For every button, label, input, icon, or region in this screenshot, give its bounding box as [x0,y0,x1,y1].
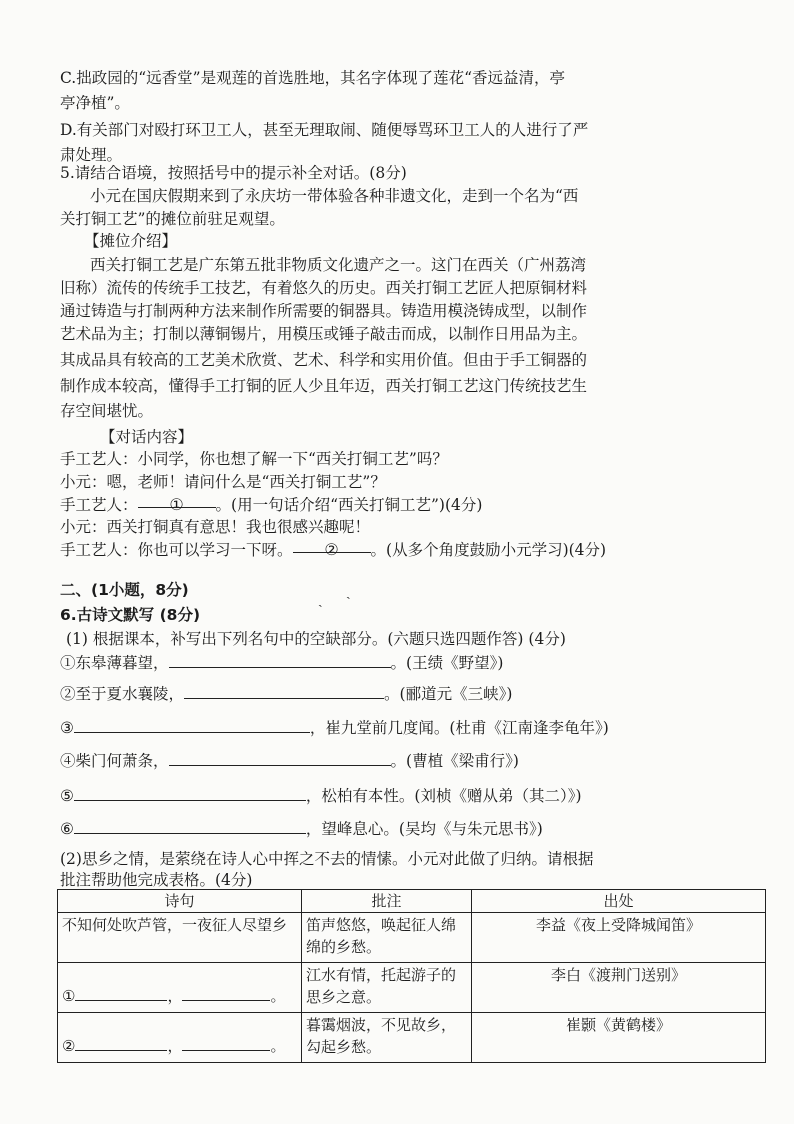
table-blank-2b[interactable] [182,1036,270,1051]
punct: ， [167,987,183,1005]
dialog-line-4: 小元：西关打铜真有意思！我也很感兴趣呢！ [60,518,371,536]
recite-blank-6[interactable] [74,819,306,834]
recite-blank-5[interactable] [74,786,306,801]
punct: 。 [270,987,286,1005]
booth-line: 通过铸造与打制两种方法来制作所需要的铜器具。铸造用模浇铸成型，以制作 [60,302,588,320]
q6-part2-line2: 批注帮助他完成表格。(4分) [60,871,253,889]
q6-part2-line1: (2)思乡之情，是萦绕在诗人心中挥之不去的情愫。小元对此做了归纳。请根据 [60,850,594,868]
q6-part1-instruction: (1) 根据课本，补写出下列名句中的空缺部分。(六题只选四题作答) (4分) [66,630,566,648]
column-header: 诗句 [58,890,302,913]
item-number: ② [62,1037,76,1055]
item-number: ① [62,987,76,1005]
blank-number-2: ② [324,540,339,559]
speaker-label: 手工艺人：你也可以学习一下呀。 [60,541,293,559]
booth-heading: 【摊位介绍】 [84,232,178,250]
speaker-label: 手工艺人： [60,496,138,514]
verse-fill-cell [58,963,302,1013]
q5-intro-line1: 小元在国庆假期来到了永庆坊一带体验各种非遗文化，走到一个名为“西 [90,187,579,205]
dialog-heading: 【对话内容】 [100,428,194,446]
hint-text: 。(用一句话介绍“西关打铜工艺”)(4分) [215,496,483,514]
hint-text: 。(从多个角度鼓励小元学习)(4分) [370,541,607,559]
table-row [58,963,766,1013]
recite-item-2 [60,682,754,706]
table-blank-2a[interactable] [75,1036,167,1051]
dialog-line-3 [60,493,754,517]
verse-after: ，崔九堂前几度闻。(杜甫《江南逢李龟年》) [309,719,609,737]
column-header: 批注 [302,890,472,913]
recite-item-4 [60,749,754,773]
table-blank-1b[interactable] [182,986,270,1001]
booth-line: 西关打铜工艺是广东第五批非物质文化遗产之一。这门在西关（广州荔湾 [90,256,587,274]
item-number: ③ [60,719,74,737]
recite-item-5 [60,784,754,808]
recite-blank-4[interactable] [169,751,391,766]
recite-blank-1[interactable] [169,653,391,668]
q5-intro-line2: 关打铜工艺”的摊位前驻足观望。 [60,210,285,228]
column-header: 出处 [472,890,766,913]
punct: 。 [270,1037,286,1055]
source-cell: 李益《夜上受降城闻笛》 [472,913,766,963]
table-row [58,913,766,963]
q5-title: 5.请结合语境，按照括号中的提示补全对话。(8分) [60,164,407,182]
recite-item-3 [60,716,754,740]
stray-mark: ˏ [318,592,323,608]
source-cell: 李白《渡荆门送别》 [472,963,766,1013]
table-header-row [58,890,766,913]
recite-blank-3[interactable] [74,718,310,733]
verse-after: 。(郦道元《三峡》) [384,685,513,703]
recite-item-1 [60,651,754,675]
homesick-poem-table [57,889,766,1063]
verse-after: 。(王绩《野望》) [390,654,504,672]
answer-blank-1[interactable] [138,493,216,514]
option-d-line1: D.有关部门对殴打环卫工人，甚至无理取闹、随便辱骂环卫工人的人进行了严 [60,121,589,139]
booth-line: 其成品具有较高的工艺美术欣赏、艺术、科学和实用价值。但由于手工铜器的 [60,351,588,369]
item-number: ① [60,654,76,672]
verse-fill-cell [58,1013,302,1063]
note-cell: 笛声悠悠，唤起征人绵绵的乡愁。 [302,913,472,963]
table-blank-1a[interactable] [75,986,167,1001]
recite-blank-2[interactable] [184,684,384,699]
dialog-line-2: 小元：嗯，老师！请问什么是“西关打铜工艺”？ [60,473,386,491]
q6-title: 6.古诗文默写 (8分) [60,606,201,624]
table-row [58,1013,766,1063]
booth-line: 制作成本较高，懂得手工打铜的匠人少且年迈，西关打铜工艺这门传统技艺生 [60,377,588,395]
dialog-line-5 [60,538,754,562]
note-cell: 江水有情，托起游子的思乡之意。 [302,963,472,1013]
option-c-line1: C.拙政园的“远香堂”是观莲的首选胜地，其名字体现了莲花“香远益清，亭 [60,69,566,87]
verse-after: 。(曹植《梁甫行》) [390,752,519,770]
booth-line: 旧称）流传的传统手工技艺，有着悠久的历史。西关打铜工艺匠人把原铜材料 [60,279,588,297]
dialog-line-1: 手工艺人：小同学，你也想了解一下“西关打铜工艺”吗？ [60,450,448,468]
item-number: ④ [60,752,76,770]
item-number: ⑥ [60,820,74,838]
verse-before: 柴门何萧条， [75,752,169,770]
booth-line: 存空间堪忧。 [60,402,154,420]
answer-blank-2[interactable] [293,538,371,559]
verse-before: 东皋薄暮望， [75,654,169,672]
stray-mark: ˎ [346,584,351,600]
verse-before: 至于夏水襄陵， [75,685,185,703]
source-cell: 崔颢《黄鹤楼》 [472,1013,766,1063]
verse-cell: 不知何处吹芦管，一夜征人尽望乡 [58,913,302,963]
note-cell: 暮霭烟波，不见故乡，勾起乡愁。 [302,1013,472,1063]
verse-after: ，松柏有本性。(刘桢《赠从弟（其二）》) [305,787,582,805]
option-d-line2: 肃处理。 [60,146,123,164]
verse-after: ，望峰息心。(吴均《与朱元思书》) [305,820,543,838]
option-c-line2: 亭净植”。 [60,94,130,112]
blank-number-1: ① [169,495,184,514]
item-number: ② [60,685,76,703]
section2-heading: 二、(1小题，8分) [60,581,189,599]
item-number: ⑤ [60,787,74,805]
booth-line: 艺术品为主；打制以薄铜锡片，用模压或锤子敲击而成，以制作日用品为主。 [60,325,588,343]
recite-item-6 [60,817,754,841]
punct: ， [167,1037,183,1055]
